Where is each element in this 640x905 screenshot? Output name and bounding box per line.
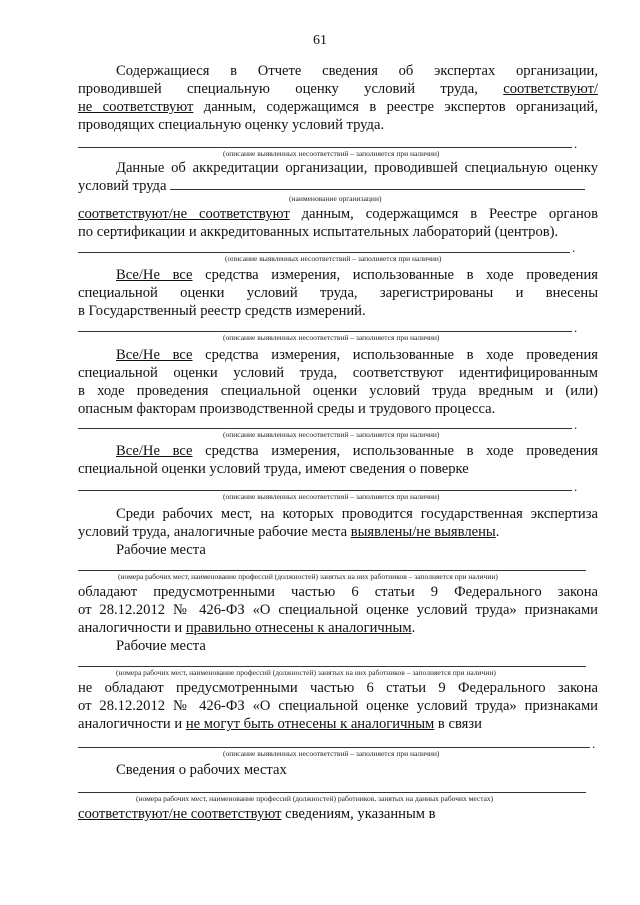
p7-line-3 [78, 619, 598, 637]
p9-line-1 [78, 805, 598, 823]
p3-line-2: специальной оценки условий труда, зарегистрированы и внесены [78, 285, 598, 301]
p2-org-caption: (наименование организации) [289, 194, 382, 203]
p7-option: правильно отнесены к аналогичным [185, 620, 412, 636]
p5-fill-line [78, 490, 572, 491]
p2-line-1: Данные об аккредитации организации, проводившей специальную оценку [116, 160, 598, 176]
p5-line-1 [116, 442, 598, 460]
p2-text: условий труда [78, 178, 167, 194]
p8-line-2: от 28.12.2012 № 426-ФЗ «О специальной оценке условий труда» признаками [78, 698, 598, 714]
page-number: 61 [313, 33, 327, 48]
p3-caption: (описание выявленных несоответствий – заполняется при наличии) [223, 333, 440, 342]
p1-caption: (описание выявленных несоответствий – заполняется при наличии) [223, 149, 440, 158]
p2-fill-line [78, 252, 570, 253]
p4-line-4: опасным факторам производственной среды и трудового процесса. [78, 401, 496, 417]
p1-line-2 [78, 80, 598, 98]
p5-text: средства измерения, использованные в ходе проведения [192, 443, 598, 459]
p2-dot: . [572, 240, 576, 255]
p8-text: аналогичности и [78, 716, 186, 732]
p2-line-4: по сертификации и аккредитованных испытательных лабораторий (центров). [78, 224, 559, 240]
p6-text: условий труда, аналогичные рабочие места [78, 524, 351, 540]
p1-dot: . [574, 136, 578, 151]
p4-line-2: специальной оценки условий труда, соответствуют идентифицированным [78, 365, 598, 381]
p4-text: средства измерения, использованные в ходе проведения [192, 347, 598, 363]
p6-period: . [495, 524, 500, 540]
p8-fill-line [78, 666, 586, 667]
p2-line-2 [78, 177, 598, 195]
p4-caption: (описание выявленных несоответствий – заполняется при наличии) [223, 430, 440, 439]
p1-line-4: проводящих специальную оценку условий труда. [78, 117, 385, 133]
p1-option-corresponds: соответствуют/ [503, 81, 598, 97]
p1-line-3 [78, 98, 598, 116]
p5-dot: . [574, 479, 578, 494]
p3-line-3: в Государственный реестр средств измерений. [78, 303, 366, 319]
p6-line-2 [78, 523, 598, 541]
p3-dot: . [574, 320, 578, 335]
p9-title: Сведения о рабочих местах [116, 762, 287, 778]
p8-line-3 [78, 715, 598, 733]
p9-caption: (номера рабочих мест, наименование профессий (должностей) работников, занятых на данных рабочих местах) [136, 794, 494, 803]
p5-option: Все/Не все [116, 443, 193, 459]
p7-text: аналогичности и [78, 620, 186, 636]
p1-text: данным, содержащимся в реестре экспертов организаций, [193, 99, 598, 115]
p2-line-3 [78, 205, 598, 223]
p5-caption: (описание выявленных несоответствий – заполняется при наличии) [223, 492, 440, 501]
p6-option: выявлены/не выявлены [350, 524, 496, 540]
p2-org-field [170, 177, 585, 190]
p7-period: . [411, 620, 416, 636]
p8-title: Рабочие места [116, 638, 206, 654]
p9-fill-line [78, 792, 586, 793]
p3-fill-line [78, 331, 572, 332]
p2-option: соответствуют/не соответствуют [78, 206, 290, 222]
p9-text: сведениям, указанным в [281, 806, 436, 822]
p4-fill-line [78, 428, 572, 429]
p2-caption: (описание выявленных несоответствий – заполняется при наличии) [225, 254, 442, 263]
p4-line-3: в ходе проведения специальной оценки условий труда вредным и (или) [78, 383, 598, 399]
p3-line-1 [116, 266, 598, 284]
p7-title: Рабочие места [116, 542, 206, 558]
p7-line-1: обладают предусмотренными частью 6 статьи 9 Федерального закона [78, 584, 598, 600]
p8-option: не могут быть отнесены к аналогичным [185, 716, 435, 732]
p1-fill-line [78, 147, 572, 148]
p1-line-1: Содержащиеся в Отчете сведения об экспертах организации, [116, 63, 598, 79]
p8-line-1: не обладают предусмотренными частью 6 статьи 9 Федерального закона [78, 680, 598, 696]
p3-text: средства измерения, использованные в ходе проведения [192, 267, 598, 283]
p4-line-1 [116, 346, 598, 364]
p1-option-not-corresponds: не соответствуют [78, 99, 194, 115]
p7-line-2: от 28.12.2012 № 426-ФЗ «О специальной оценке условий труда» признаками [78, 602, 598, 618]
p4-dot: . [574, 417, 578, 432]
p8-fill-line-2 [78, 747, 590, 748]
p8-dot: . [592, 736, 596, 751]
p9-option: соответствуют/не соответствуют [78, 806, 282, 822]
p6-line-1: Среди рабочих мест, на которых проводится государственная экспертиза [116, 506, 598, 522]
p8-text: в связи [434, 716, 482, 732]
p1-text: проводившей специальную оценку условий труда, [78, 81, 478, 97]
p7-caption: (номера рабочих мест, наименование профессий (должностей) занятых на них работников – заполняется при наличии) [118, 572, 498, 581]
p4-option: Все/Не все [116, 347, 193, 363]
p8-caption-2: (описание выявленных несоответствий – заполняется при наличии) [223, 749, 440, 758]
p5-line-2: специальной оценки условий труда, имеют сведения о поверке [78, 461, 469, 477]
p2-text: данным, содержащимся в Реестре органов [289, 206, 598, 222]
p3-option: Все/Не все [116, 267, 193, 283]
p7-fill-line [78, 570, 586, 571]
p8-caption: (номера рабочих мест, наименование профессий (должностей) занятых на них работников – заполняется при наличии) [116, 668, 496, 677]
